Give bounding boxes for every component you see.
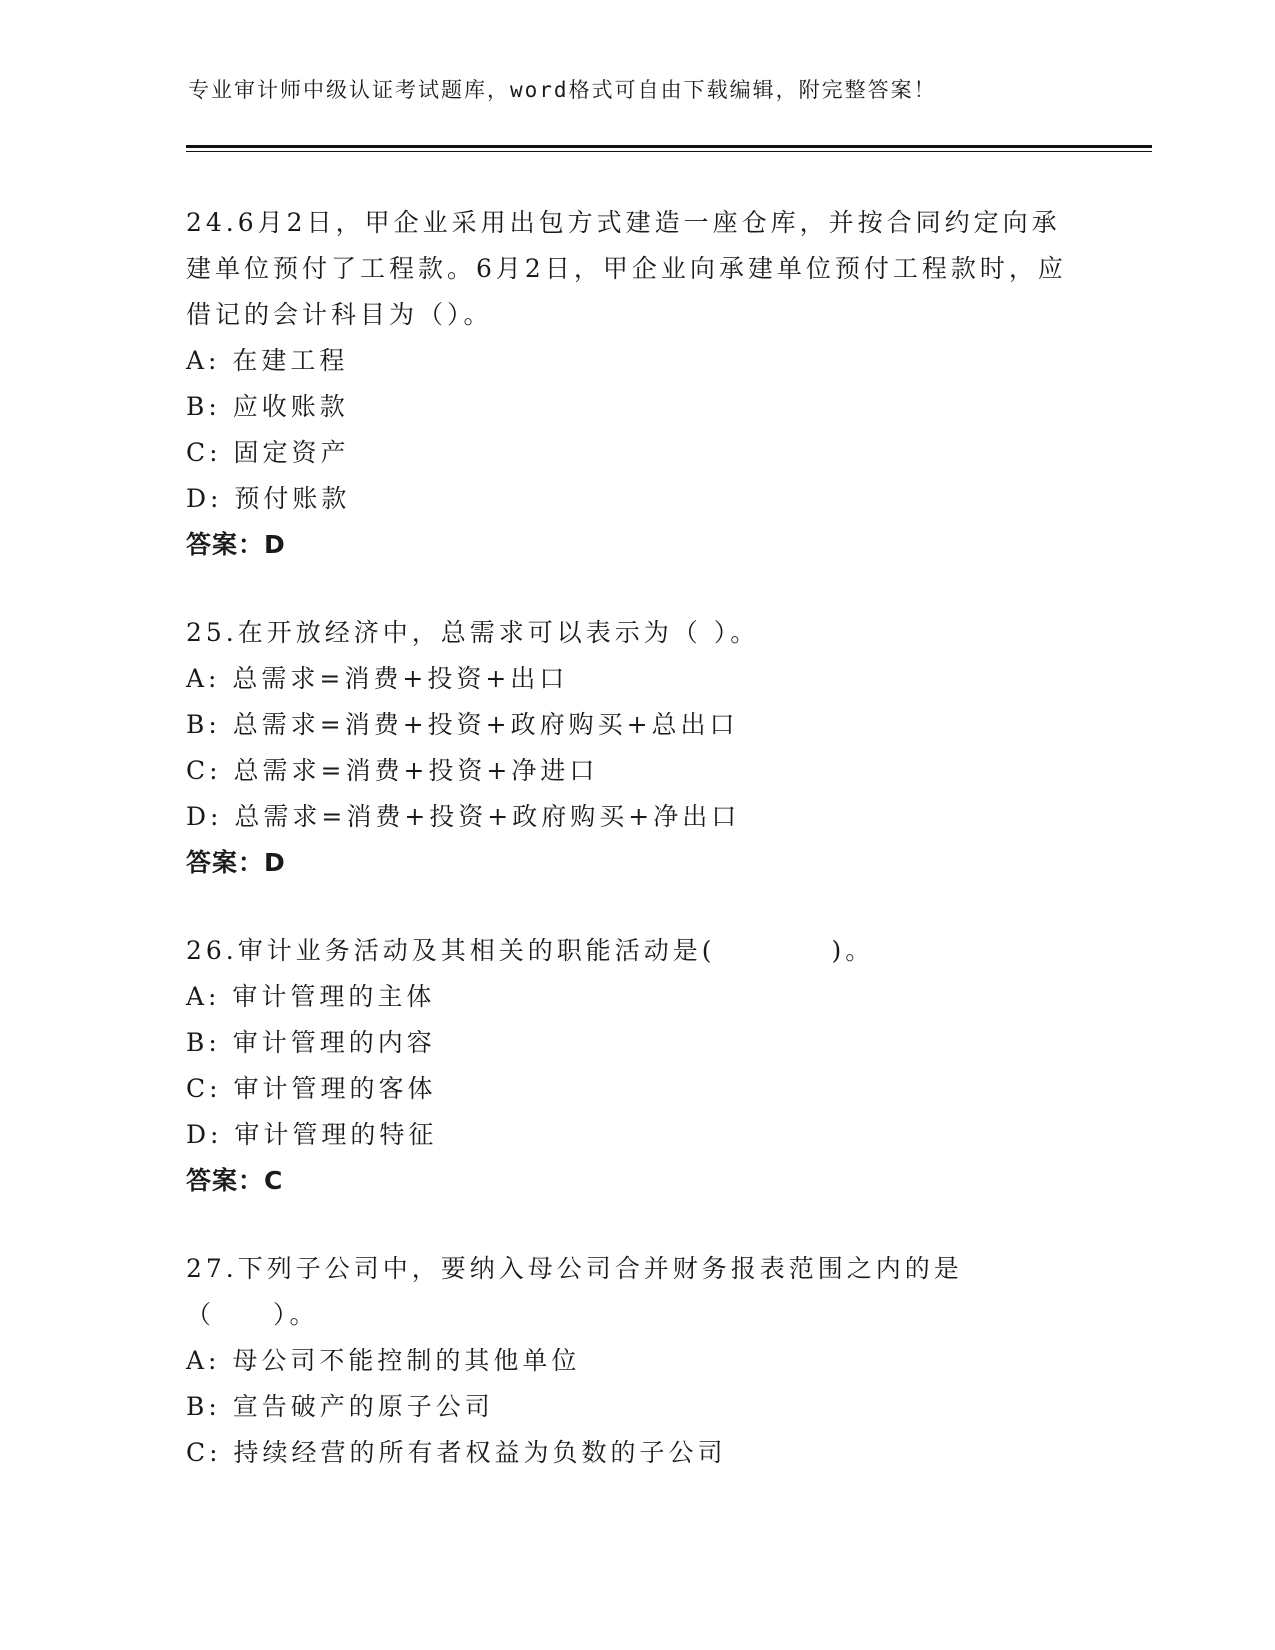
question-26 xyxy=(186,928,1086,1204)
question-text: 27.下列子公司中，要纳入母公司合并财务报表范围之内的是（ ）。 xyxy=(186,1254,963,1329)
question-27 xyxy=(186,1246,1086,1476)
option-c: C: 总需求=消费+投资+净进口 xyxy=(186,756,599,785)
option-b: B: 审计管理的内容 xyxy=(186,1028,436,1057)
answer-label: 答案：D xyxy=(186,848,286,877)
option-c: C: 固定资产 xyxy=(186,438,350,467)
option-a: A: 母公司不能控制的其他单位 xyxy=(186,1346,581,1375)
header-divider-thick xyxy=(186,145,1152,148)
option-b: B: 总需求=消费+投资+政府购买+总出口 xyxy=(186,710,739,739)
question-list xyxy=(186,200,1086,1518)
question-24 xyxy=(186,200,1086,568)
option-d: D: 总需求=消费+投资+政府购买+净出口 xyxy=(186,802,741,831)
answer-label: 答案：C xyxy=(186,1166,284,1195)
option-c: C: 持续经营的所有者权益为负数的子公司 xyxy=(186,1438,727,1467)
option-a: A: 总需求=消费+投资+出口 xyxy=(186,664,569,693)
question-text: 26.审计业务活动及其相关的职能活动是( )。 xyxy=(186,936,875,965)
option-a: A: 在建工程 xyxy=(186,346,349,375)
header-divider-thin xyxy=(186,151,1152,152)
option-c: C: 审计管理的客体 xyxy=(186,1074,437,1103)
option-a: A: 审计管理的主体 xyxy=(186,982,436,1011)
option-d: D: 审计管理的特征 xyxy=(186,1120,438,1149)
option-b: B: 宣告破产的原子公司 xyxy=(186,1392,494,1421)
question-text: 24.6月2日，甲企业采用出包方式建造一座仓库，并按合同约定向承建单位预付了工程款。6月2日，甲企业向承建单位预付工程款时，应借记的会计科目为（）。 xyxy=(186,208,1067,329)
option-d: D: 预付账款 xyxy=(186,484,351,513)
answer-label: 答案：D xyxy=(186,530,286,559)
option-b: B: 应收账款 xyxy=(186,392,349,421)
question-25 xyxy=(186,610,1086,886)
page-header-title: 专业审计师中级认证考试题库，word格式可自由下载编辑，附完整答案！ xyxy=(188,78,937,102)
question-text: 25.在开放经济中，总需求可以表示为（ ）。 xyxy=(186,618,760,647)
